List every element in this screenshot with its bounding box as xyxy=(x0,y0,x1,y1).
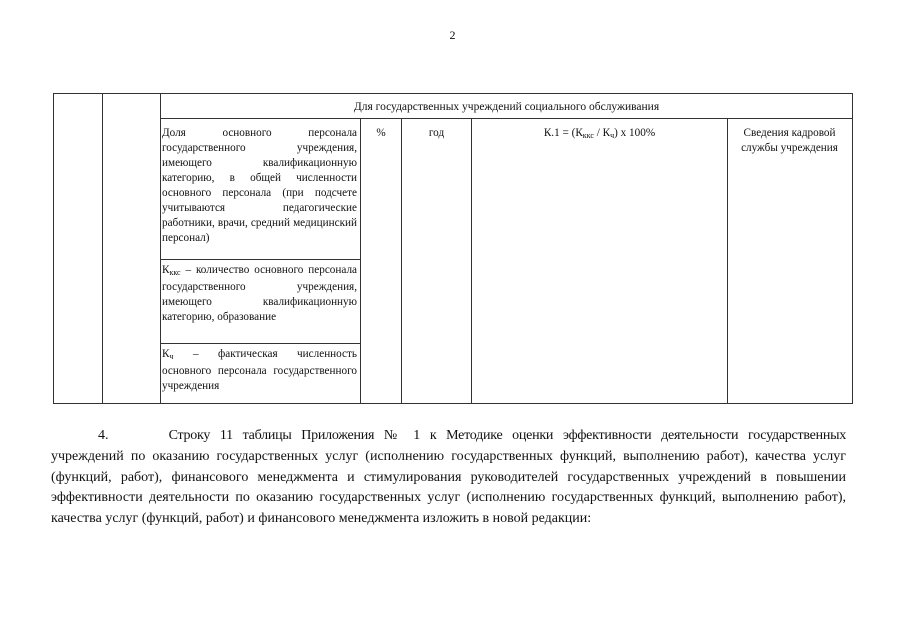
definition-text: – количество основного персонала государственного учреждения, имеющего квалификационную категорию, образование xyxy=(162,264,357,323)
formula-sub-ch: ч xyxy=(610,131,615,140)
definition-subscript: ч xyxy=(169,352,174,361)
indicator-table xyxy=(53,93,853,404)
indicator-unit: % xyxy=(376,127,386,139)
section-header: Для государственных учреждений социального обслуживания xyxy=(353,101,660,113)
definition-kks xyxy=(162,263,357,325)
paragraph-body: учреждений по оказанию государственных услуг (исполнению государственных функций, выполнению работ), качества услуг (функций, работ), финансового менеджмента и стимулирования руководителей государственных учреждений в повышении эффективности деятельности по оказанию государственных услуг (исполнению государственных функций, выполнению работ), качества услуг (функций, работ) и финансового менеджмента изложить в новой редакции: xyxy=(51,449,846,526)
paragraph-number: 4. xyxy=(98,428,109,443)
definition-text: – фактическая численность основного персонала государственного учреждения xyxy=(162,348,357,392)
page-number: 2 xyxy=(449,28,456,42)
formula-sub-kks: ккс xyxy=(582,131,594,140)
formula-mid: / К xyxy=(593,127,611,139)
formula-suffix: ) х 100% xyxy=(614,127,656,139)
indicator-period: год xyxy=(428,127,445,139)
indicator-formula xyxy=(472,126,727,143)
indicator-source: Сведения кадровой службы учреждения xyxy=(741,127,838,154)
paragraph-lead: Строку 11 таблицы Приложения № 1 к Методике оценки эффективности деятельности государственных xyxy=(168,428,847,443)
indicator-name: Доля основного персонала государственного учреждения, имеющего квалификационную категорию, в общей численности основного персонала (при подсчете учитываются педагогические работники, врачи, средний медицинский персонал) xyxy=(162,127,357,244)
definition-symbol: К xyxy=(162,348,170,360)
paragraph-first-line xyxy=(98,426,846,447)
definition-ch xyxy=(162,347,357,394)
definition-subscript: ккс xyxy=(169,268,181,277)
definition-symbol: К xyxy=(162,264,170,276)
formula-prefix: К.1 = (К xyxy=(543,127,583,139)
